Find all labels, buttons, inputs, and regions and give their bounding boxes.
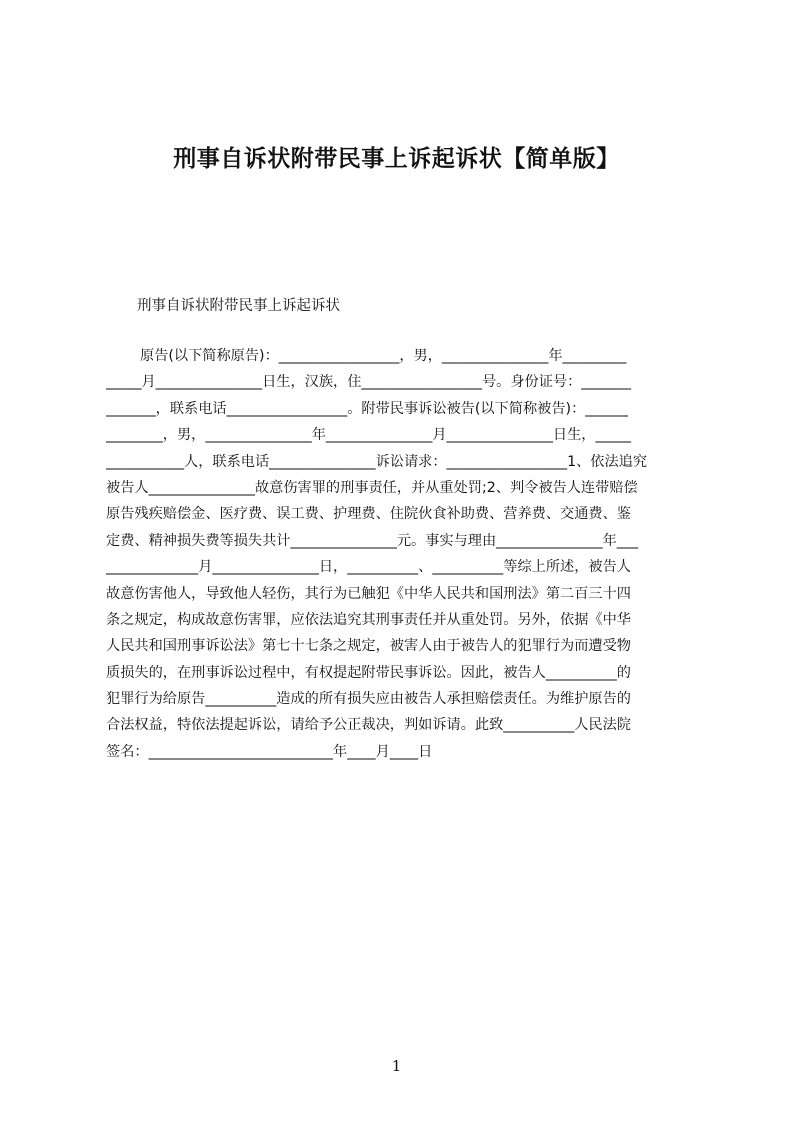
body-line: 合法权益，特依法提起诉讼，请给予公正裁决，判如诉请。此致__________人民法院 <box>106 717 631 734</box>
page-number: 1 <box>391 1057 402 1075</box>
body-line: 人民共和国刑事诉讼法》第七十七条之规定，被害人由于被告人的犯罪行为而遭受物 <box>106 638 631 655</box>
body-line: ___________人，联系电话_______________诉讼请求：_________________1、依法追究 <box>106 453 648 470</box>
document-body <box>106 343 698 765</box>
body-line: _______，联系电话_________________。附带民事诉讼被告(以下简称被告)：______ <box>106 400 628 417</box>
body-line: 故意伤害他人，导致他人轻伤，其行为已触犯《中华人民共和国刑法》第二百三十四 <box>106 585 631 602</box>
body-line: 原告(以下简称原告)：_________________，男，_______________年_________ <box>140 348 627 364</box>
document-subtitle: 刑事自诉状附带民事上诉起诉状 <box>137 298 340 314</box>
body-line: ________，男，_______________年_______________月_______________日生，_____ <box>106 427 631 444</box>
body-line: _____________月_______________日，__________、__________等综上所述，被告人 <box>106 559 631 576</box>
body-line: 犯罪行为给原告__________造成的所有损失应由被告人承担赔偿责任。为维护原告的 <box>106 691 631 708</box>
body-line: _____月_______________日生，汉族，住_________________号。身份证号：_______ <box>106 374 631 391</box>
body-line: 条之规定，构成故意伤害罪，应依法追究其刑事责任并从重处罚。另外，依据《中华 <box>106 611 631 628</box>
signature-line: 签名：__________________________年____月____日 <box>106 743 433 760</box>
body-line: 质损失的，在刑事诉讼过程中，有权提起附带民事诉讼。因此，被告人__________的 <box>106 664 631 681</box>
body-line: 定费、精神损失费等损失共计_______________元。事实与理由_______________年___ <box>106 532 639 549</box>
body-line: 被告人_______________故意伤害罪的刑事责任，并从重处罚;2、判令被告人连带赔偿 <box>106 479 638 496</box>
document-title: 刑事自诉状附带民事上诉起诉状【简单版】 <box>173 146 620 172</box>
body-line: 原告残疾赔偿金、医疗费、误工费、护理费、住院伙食补助费、营养费、交通费、鉴 <box>106 506 631 523</box>
